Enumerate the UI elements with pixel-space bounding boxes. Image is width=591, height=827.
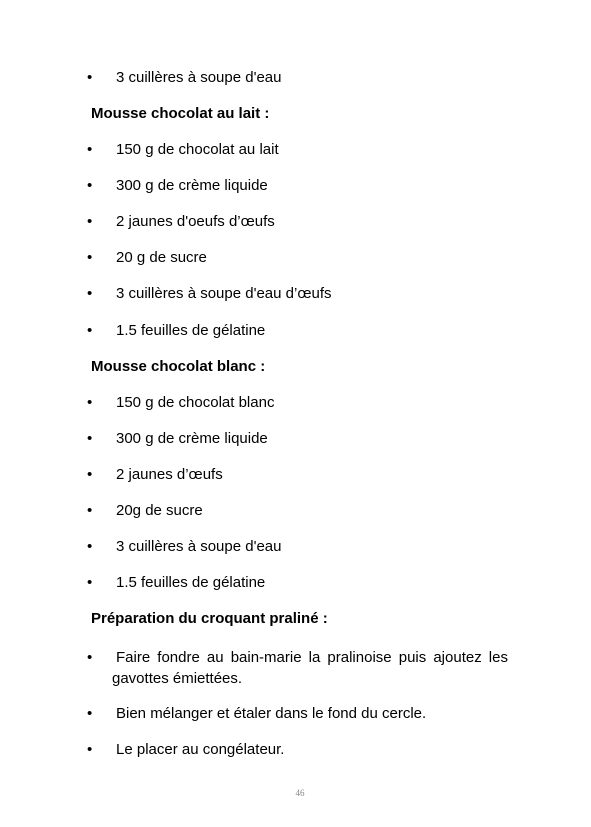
bullet: •: [87, 574, 93, 591]
list-item-text: 3 cuillères à soupe d'eau d’œufs: [116, 285, 332, 302]
bullet: •: [87, 741, 93, 758]
bullet: •: [87, 705, 93, 722]
bullet: •: [87, 502, 93, 519]
bullet: •: [87, 141, 93, 158]
bullet: •: [87, 538, 93, 555]
bullet: •: [87, 69, 93, 86]
list-item-text: 300 g de crème liquide: [116, 430, 268, 447]
bullet: •: [87, 394, 93, 411]
list-item-text: 3 cuillères à soupe d'eau: [116, 538, 282, 555]
bullet: •: [87, 430, 93, 447]
list-item-text: 20g de sucre: [116, 502, 203, 519]
list-item-text: 2 jaunes d'oeufs d’œufs: [116, 213, 275, 230]
list-item-text: 3 cuillères à soupe d'eau: [116, 69, 282, 86]
bullet: •: [87, 285, 93, 302]
list-item-text: 300 g de crème liquide: [116, 177, 268, 194]
bullet: •: [87, 177, 93, 194]
page-number: 46: [295, 788, 305, 798]
list-item-text: Bien mélanger et étaler dans le fond du cercle.: [116, 705, 427, 722]
bullet: •: [87, 322, 93, 339]
list-item-text: 2 jaunes d’œufs: [116, 466, 223, 483]
list-item: [87, 647, 508, 689]
bullet: •: [87, 466, 93, 483]
list-item-text: 20 g de sucre: [116, 249, 207, 266]
list-item-text: Faire fondre au bain-marie la pralinoise puis ajoutez les gavottes émiettées.: [112, 649, 508, 687]
bullet: •: [87, 249, 93, 266]
section-heading: Mousse chocolat au lait :: [91, 105, 270, 122]
bullet: •: [87, 649, 93, 666]
bullet: •: [87, 213, 93, 230]
section-heading: Mousse chocolat blanc :: [91, 358, 266, 375]
list-item-text: Le placer au congélateur.: [116, 741, 285, 758]
list-item-text: 1.5 feuilles de gélatine: [116, 574, 266, 591]
list-item-text: 150 g de chocolat au lait: [116, 141, 279, 158]
list-item-text: 1.5 feuilles de gélatine: [116, 322, 266, 339]
section-heading: Préparation du croquant praliné :: [91, 610, 328, 627]
list-item-text: 150 g de chocolat blanc: [116, 394, 275, 411]
